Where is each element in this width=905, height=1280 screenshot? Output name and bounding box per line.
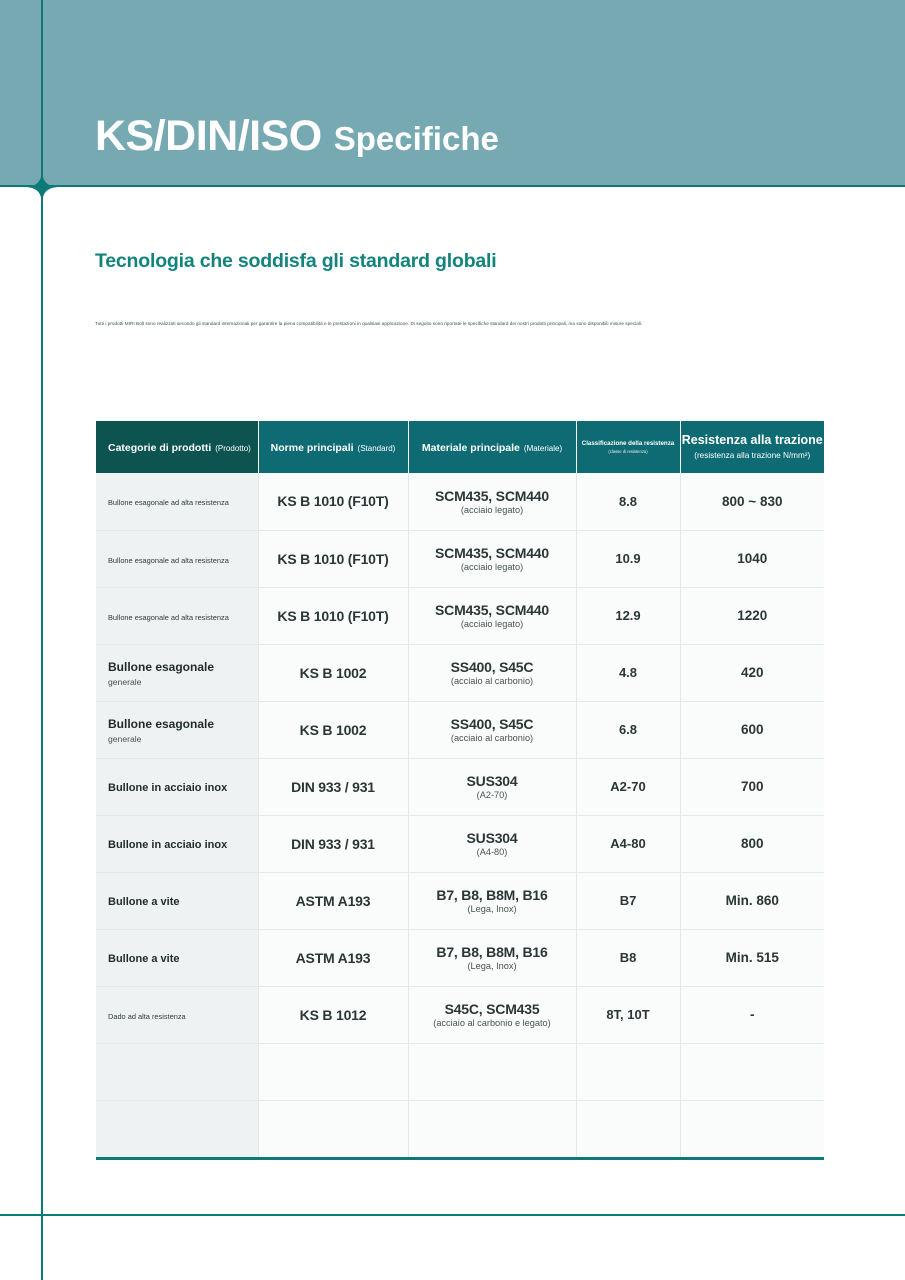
cell-category-label: Bullone a vite bbox=[108, 895, 180, 908]
specifications-table bbox=[96, 421, 824, 1157]
cell-grade: 8.8 bbox=[576, 473, 680, 530]
table-row bbox=[96, 530, 824, 587]
cell-category bbox=[96, 1100, 258, 1157]
cell-category bbox=[96, 587, 258, 644]
column-header-material-label: Materiale principale bbox=[421, 442, 520, 454]
cell-material-sublabel: (acciaio al carbonio) bbox=[450, 676, 534, 686]
cell-tensile: - bbox=[680, 986, 824, 1043]
cell-material-sublabel: (A4-80) bbox=[476, 847, 508, 857]
table-row bbox=[96, 701, 824, 758]
cell-material bbox=[408, 986, 576, 1043]
column-header-category bbox=[96, 421, 258, 473]
cell-standard bbox=[258, 1100, 408, 1157]
cell-standard: KS B 1010 (F10T) bbox=[258, 587, 408, 644]
cell-material-sublabel: (acciaio legato) bbox=[460, 504, 524, 515]
cell-material bbox=[408, 530, 576, 587]
table-bottom-rule bbox=[96, 1157, 824, 1160]
cell-tensile: 700 bbox=[680, 758, 824, 815]
cell-category bbox=[96, 644, 258, 701]
cell-standard: KS B 1002 bbox=[258, 644, 408, 701]
sparkle-icon bbox=[26, 171, 58, 203]
cell-grade: B8 bbox=[576, 929, 680, 986]
cell-grade: 12.9 bbox=[576, 587, 680, 644]
cell-material-sublabel: (Lega, Inox) bbox=[467, 961, 517, 971]
cell-tensile: 420 bbox=[680, 644, 824, 701]
cell-material bbox=[408, 815, 576, 872]
cell-material bbox=[408, 872, 576, 929]
cell-grade: 6.8 bbox=[576, 701, 680, 758]
cell-tensile: 600 bbox=[680, 701, 824, 758]
cell-material bbox=[408, 644, 576, 701]
cell-standard: ASTM A193 bbox=[258, 872, 408, 929]
table-row bbox=[96, 1043, 824, 1100]
section-title: Tecnologia che soddisfa gli standard globali bbox=[95, 250, 497, 272]
cell-material-label: SCM435, SCM440 bbox=[435, 545, 549, 561]
column-header-grade bbox=[576, 421, 680, 473]
table-header-row bbox=[96, 421, 824, 473]
cell-material bbox=[408, 701, 576, 758]
cell-grade bbox=[576, 1100, 680, 1157]
cell-tensile bbox=[680, 1043, 824, 1100]
cell-category bbox=[96, 758, 258, 815]
table-header bbox=[96, 421, 824, 473]
cell-category bbox=[96, 929, 258, 986]
cell-material-sublabel: (acciaio al carbonio) bbox=[450, 733, 534, 743]
cell-grade: 10.9 bbox=[576, 530, 680, 587]
table-row bbox=[96, 758, 824, 815]
cell-tensile: 800 ~ 830 bbox=[680, 473, 824, 530]
cell-tensile: Min. 515 bbox=[680, 929, 824, 986]
cell-material-label: B7, B8, B8M, B16 bbox=[436, 944, 548, 960]
cell-material bbox=[408, 1043, 576, 1100]
cell-category-label: Dado ad alta resistenza bbox=[108, 1011, 186, 1021]
table-row bbox=[96, 872, 824, 929]
table-row bbox=[96, 815, 824, 872]
cell-standard: ASTM A193 bbox=[258, 929, 408, 986]
column-header-tensile bbox=[680, 421, 824, 473]
cell-material-sublabel: (acciaio al carbonio e legato) bbox=[433, 1018, 551, 1028]
cell-material-label: SCM435, SCM440 bbox=[435, 602, 549, 618]
cell-material-label: SUS304 bbox=[466, 773, 518, 789]
cell-grade bbox=[576, 1043, 680, 1100]
column-header-standard bbox=[258, 421, 408, 473]
cell-category-label: Bullone in acciaio inox bbox=[108, 838, 228, 851]
column-header-grade-note: (classe di resistenza) bbox=[608, 449, 648, 454]
column-header-grade-label: Classificazione della resistenza bbox=[581, 440, 675, 447]
table-row bbox=[96, 587, 824, 644]
cell-standard: DIN 933 / 931 bbox=[258, 815, 408, 872]
cell-material-sublabel: (Lega, Inox) bbox=[467, 904, 517, 914]
column-header-tensile-note: (resistenza alla trazione N/mm²) bbox=[694, 450, 811, 460]
cell-material bbox=[408, 473, 576, 530]
page-title-main: KS/DIN/ISO bbox=[95, 112, 322, 160]
column-header-material bbox=[408, 421, 576, 473]
cell-standard bbox=[258, 1043, 408, 1100]
cell-material-sublabel: (acciaio legato) bbox=[460, 619, 524, 629]
section-description: Tutti i prodotti MIRI Bolt sono realizzati secondo gli standard internazionali per garantire la piena compatibilità e le prestazioni in qualsiasi applicazione. Di seguito sono riportate le specifiche standard dei nostri prodotti principali, ma sono disponibili misure speciali. bbox=[95, 321, 643, 326]
cell-category bbox=[96, 701, 258, 758]
cell-grade: B7 bbox=[576, 872, 680, 929]
cell-standard: KS B 1002 bbox=[258, 701, 408, 758]
table-row bbox=[96, 1100, 824, 1157]
cell-category bbox=[96, 530, 258, 587]
cell-standard: DIN 933 / 931 bbox=[258, 758, 408, 815]
cell-category-label: Bullone esagonale ad alta resistenza bbox=[108, 498, 229, 508]
column-header-tensile-label: Resistenza alla trazione bbox=[681, 433, 823, 448]
cell-tensile: 800 bbox=[680, 815, 824, 872]
cell-category-label: Bullone esagonale bbox=[108, 660, 215, 674]
cell-material bbox=[408, 758, 576, 815]
cell-material-label: B7, B8, B8M, B16 bbox=[436, 887, 548, 903]
cell-category bbox=[96, 473, 258, 530]
cell-tensile: 1040 bbox=[680, 530, 824, 587]
cell-tensile bbox=[680, 1100, 824, 1157]
cell-standard: KS B 1010 (F10T) bbox=[258, 473, 408, 530]
cell-material bbox=[408, 587, 576, 644]
cell-material-label: S45C, SCM435 bbox=[444, 1001, 540, 1017]
table-row bbox=[96, 644, 824, 701]
cell-material-label: SS400, S45C bbox=[450, 716, 534, 732]
column-header-material-note: (Materiale) bbox=[523, 444, 563, 453]
column-header-standard-label: Norme principali bbox=[270, 442, 354, 454]
cell-category-label: Bullone esagonale bbox=[108, 717, 215, 731]
cell-grade: A2-70 bbox=[576, 758, 680, 815]
cell-category-label: Bullone esagonale ad alta resistenza bbox=[108, 612, 229, 622]
cell-tensile: 1220 bbox=[680, 587, 824, 644]
cell-material bbox=[408, 1100, 576, 1157]
cell-category bbox=[96, 1043, 258, 1100]
table-body bbox=[96, 473, 824, 1157]
cell-category bbox=[96, 872, 258, 929]
cell-category-sublabel: generale bbox=[108, 734, 142, 744]
table-row bbox=[96, 473, 824, 530]
cell-tensile: Min. 860 bbox=[680, 872, 824, 929]
cell-category bbox=[96, 986, 258, 1043]
cell-grade: A4-80 bbox=[576, 815, 680, 872]
cell-grade: 8T, 10T bbox=[576, 986, 680, 1043]
cell-material-label: SS400, S45C bbox=[450, 659, 534, 675]
cell-category-label: Bullone esagonale ad alta resistenza bbox=[108, 555, 229, 565]
cell-category-sublabel: generale bbox=[108, 677, 142, 687]
cell-material bbox=[408, 929, 576, 986]
cell-material-label: SCM435, SCM440 bbox=[435, 487, 549, 504]
cell-material-sublabel: (acciaio legato) bbox=[460, 562, 524, 572]
cell-material-sublabel: (A2-70) bbox=[476, 790, 508, 800]
cell-standard: KS B 1010 (F10T) bbox=[258, 530, 408, 587]
cell-category-label: Bullone a vite bbox=[108, 952, 180, 965]
column-header-standard-note: (Standard) bbox=[357, 444, 396, 453]
cell-category bbox=[96, 815, 258, 872]
column-header-category-label: Categorie di prodotti bbox=[108, 442, 212, 454]
bottom-horizontal-rule bbox=[0, 1214, 905, 1216]
cell-standard: KS B 1012 bbox=[258, 986, 408, 1043]
cell-grade: 4.8 bbox=[576, 644, 680, 701]
cell-material-label: SUS304 bbox=[466, 830, 518, 846]
table-row bbox=[96, 986, 824, 1043]
cell-category-label: Bullone in acciaio inox bbox=[108, 781, 228, 794]
table-row bbox=[96, 929, 824, 986]
page-title-sub: Specifiche bbox=[333, 120, 499, 157]
header-bottom-rule bbox=[0, 185, 905, 187]
page-title bbox=[95, 112, 499, 161]
column-header-category-note: (Prodotto) bbox=[215, 444, 251, 453]
